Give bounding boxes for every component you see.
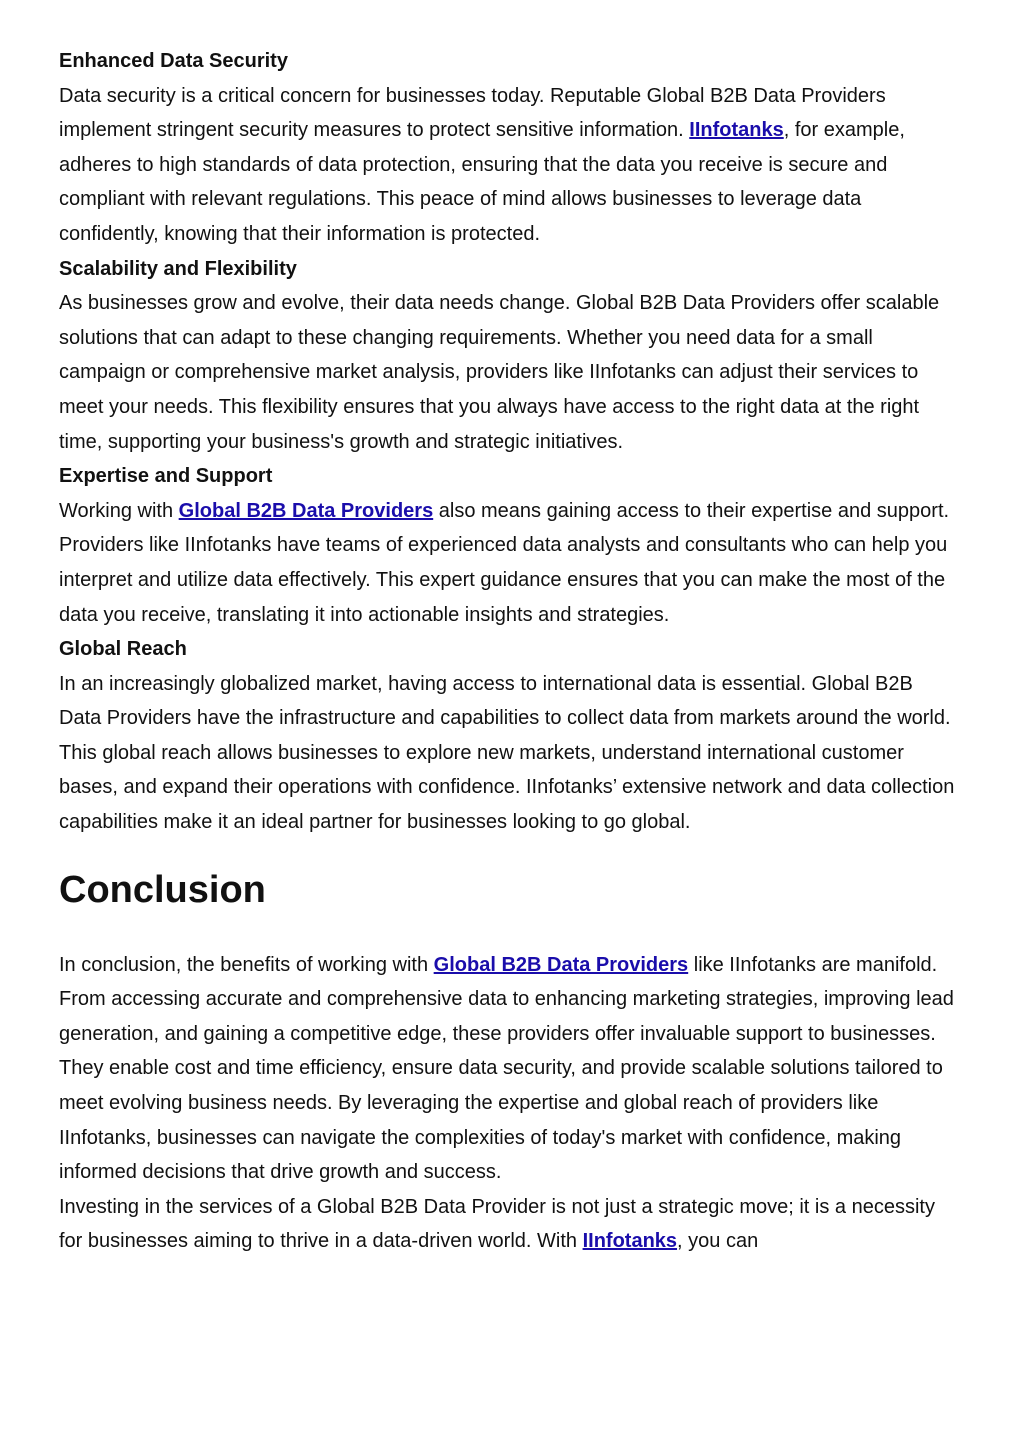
paragraph-text: also means gaining access to their expertise and support. Providers like IInfotanks have teams of experienced data analysts and consultants who can help you interpret and utilize data effectively. This expert guidance ensures that you can make the most of the data you receive, translating it into actionable insights and strategies.	[59, 499, 950, 626]
global-b2b-data-providers-link[interactable]: Global B2B Data Providers	[433, 953, 689, 976]
document-page	[59, 44, 959, 1259]
paragraph-text: , for example, adheres to high standards of data protection, ensuring that the data you receive is secure and compliant with relevant regulations. This peace of mind allows businesses to leverage data confidently, knowing that their information is protected.	[59, 119, 905, 245]
paragraph-conclusion	[59, 948, 959, 1190]
heading-global-reach: Global Reach	[59, 638, 187, 661]
heading-scalability-flexibility: Scalability and Flexibility	[59, 257, 297, 280]
paragraph-investing	[59, 1190, 959, 1259]
heading-enhanced-data-security: Enhanced Data Security	[59, 50, 288, 72]
paragraph-text: In conclusion, the benefits of working with	[59, 953, 434, 976]
iinfotanks-link[interactable]: IInfotanks	[689, 119, 784, 142]
paragraph-text: like IInfotanks are manifold. From accessing accurate and comprehensive data to enhancing marketing strategies, improving lead generation, and gaining a competitive edge, these providers offer invaluable support to businesses. They enable cost and time efficiency, ensure data security, and provide scalable solutions tailored to meet evolving business needs. By leveraging the expertise and global reach of providers like IInfotanks, businesses can navigate the complexities of today's market with confidence, making informed decisions that drive growth and success.	[59, 953, 954, 1184]
iinfotanks-link[interactable]: IInfotanks	[582, 1230, 678, 1253]
paragraph-text: Working with	[59, 499, 179, 522]
paragraph-text: Investing in the services of a Global B2B Data Provider is not just a strategic move; it is a necessity for businesses aiming to thrive in a data-driven world. With	[59, 1195, 935, 1253]
paragraph-scalability: As businesses grow and evolve, their data needs change. Global B2B Data Providers offer scalable solutions that can adapt to these changing requirements. Whether you need data for a small campaign or comprehensive market analysis, providers like IInfotanks can adjust their services to meet your needs. This flexibility ensures that you always have access to the right data at the right time, supporting your business's growth and strategic initiatives.	[59, 292, 940, 453]
conclusion-title: Conclusion	[59, 868, 266, 911]
paragraph-text: , you can	[677, 1230, 759, 1253]
paragraph-text: Data security is a critical concern for businesses today. Reputable Global B2B Data Providers implement stringent security measures to protect sensitive information.	[59, 84, 886, 142]
global-b2b-data-providers-link[interactable]: Global B2B Data Providers	[178, 499, 434, 522]
paragraph-data-security	[59, 79, 959, 252]
paragraph-global-reach: In an increasingly globalized market, having access to international data is essential. Global B2B Data Providers have the infrastructure and capabilities to collect data from markets around the world. This global reach allows businesses to explore new markets, understand international customer bases, and expand their operations with confidence. IInfotanks’ extensive network and data collection capabilities make it an ideal partner for businesses looking to go global.	[59, 672, 955, 834]
heading-expertise-support: Expertise and Support	[59, 465, 273, 488]
paragraph-expertise	[59, 494, 959, 632]
